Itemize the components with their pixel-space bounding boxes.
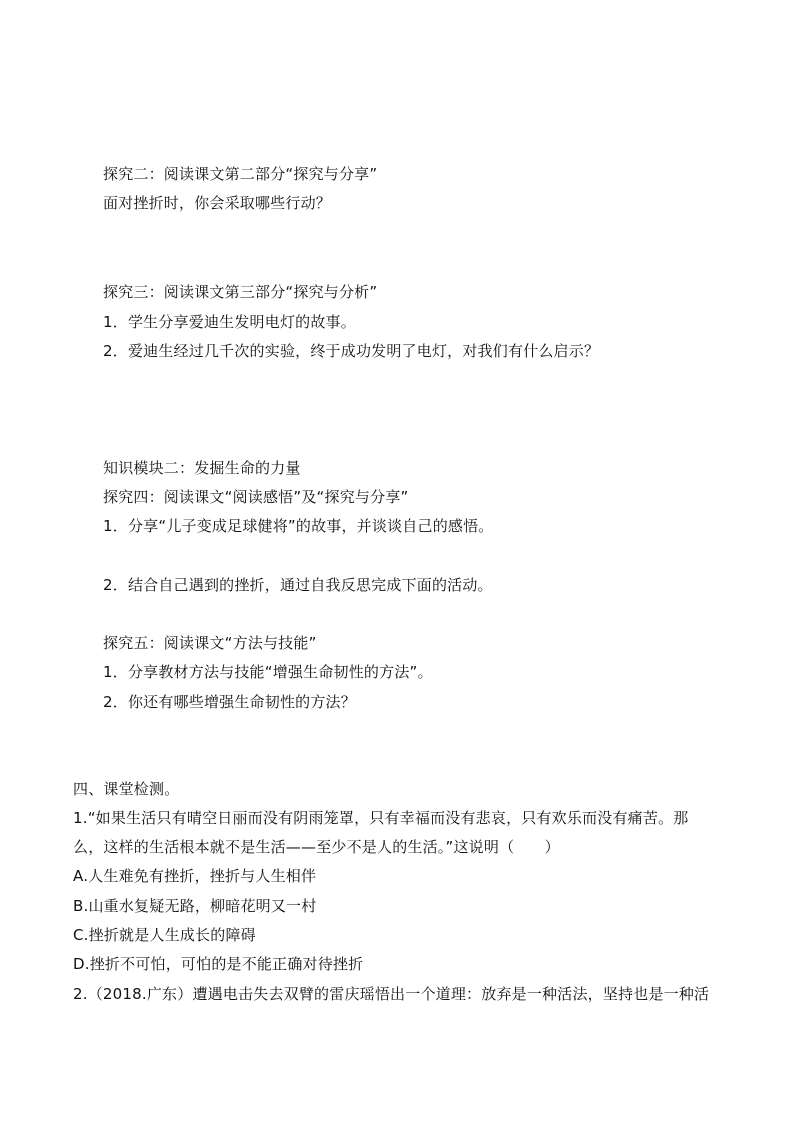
- inquiry4-heading: 探究四：阅读课文“阅读感悟”及“探究与分享”: [103, 488, 409, 506]
- inquiry5-heading: 探究五：阅读课文“方法与技能”: [103, 634, 317, 652]
- inquiry3-item-1: 1．学生分享爱迪生发明电灯的故事。: [103, 313, 356, 331]
- inquiry3-item-2: 2．爱迪生经过几千次的实验，终于成功发明了电灯，对我们有什么启示？: [103, 342, 600, 360]
- inquiry5-item-2: 2．你还有哪些增强生命韧性的方法？: [103, 693, 356, 711]
- inquiry4-item-1: 1．分享“儿子变成足球健将”的故事，并谈谈自己的感悟。: [103, 517, 494, 535]
- question1-option-a: A.人生难免有挫折，挫折与人生相伴: [73, 867, 317, 885]
- inquiry5-item-1: 1．分享教材方法与技能“增强生命韧性的方法”。: [103, 663, 433, 681]
- question1-option-b: B.山重水复疑无路，柳暗花明又一村: [73, 897, 317, 915]
- question1-option-d: D.挫折不可怕，可怕的是不能正确对待挫折: [73, 955, 364, 973]
- question1-line1: 1.“如果生活只有晴空日丽而没有阴雨笼罩，只有幸福而没有悲哀，只有欢乐而没有痛苦。那: [73, 809, 689, 827]
- section4-heading: 四、课堂检测。: [73, 780, 180, 798]
- inquiry2-heading: 探究二：阅读课文第二部分“探究与分享”: [103, 165, 378, 183]
- question1-line2: 么，这样的生活根本就不是生活——至少不是人的生活。”这说明（ ）: [73, 838, 560, 856]
- inquiry4-item-2: 2．结合自己遇到的挫折，通过自我反思完成下面的活动。: [103, 576, 493, 594]
- module2-heading: 知识模块二：发掘生命的力量: [103, 459, 301, 477]
- question1-option-c: C.挫折就是人生成长的障碍: [73, 926, 256, 944]
- question2-line1: 2.（2018.广东）遭遇电击失去双臂的雷庆瑶悟出一个道理：放弃是一种活法，坚持也是一种活: [73, 985, 710, 1003]
- inquiry2-question: 面对挫折时，你会采取哪些行动？: [103, 194, 332, 212]
- inquiry3-heading: 探究三：阅读课文第三部分“探究与分析”: [103, 283, 378, 301]
